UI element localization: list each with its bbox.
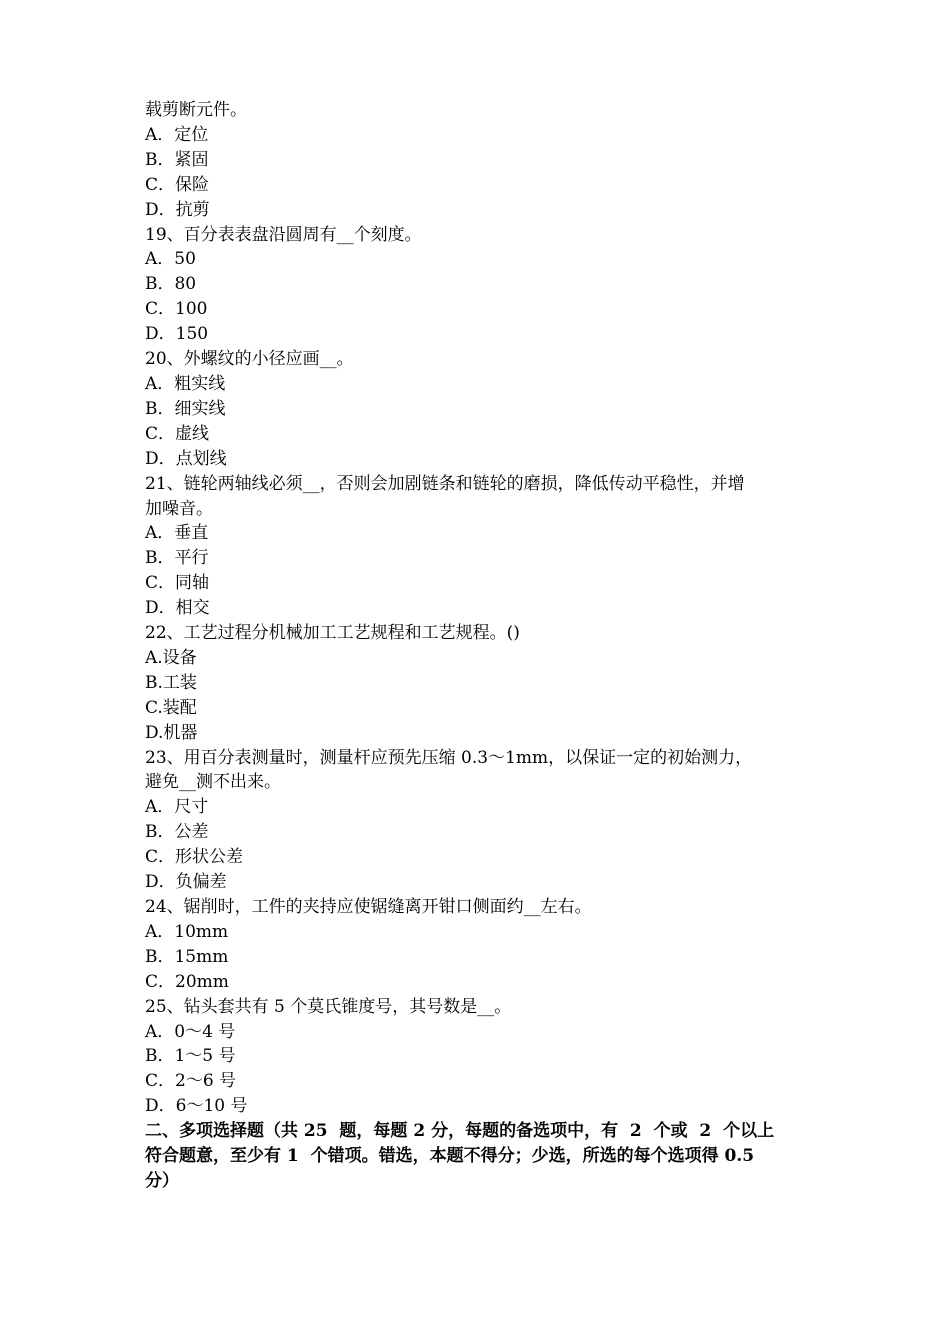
text-line: 加噪音。 (145, 498, 213, 519)
text-line: 25、钻头套共有 5 个莫氏锥度号，其号数是__。 (145, 996, 512, 1017)
text-line: 23、用百分表测量时，测量杆应预先压缩 0.3～1mm，以保证一定的初始测力， (145, 747, 753, 768)
text-line: B.工装 (145, 672, 197, 693)
section-heading-line: 二、多项选择题（共 25 题，每题 2 分，每题的备选项中，有 2 个或 2 个以上 (145, 1121, 775, 1142)
text-line: D．150 (145, 324, 209, 345)
text-line: 20、外螺纹的小径应画__。 (145, 349, 354, 370)
text-line: C．保险 (145, 174, 210, 195)
document-page (145, 98, 820, 1194)
text-line: 21、链轮两轴线必须__，否则会加剧链条和链轮的磨损，降低传动平稳性，并增 (145, 473, 745, 494)
text-line: C．2～6 号 (145, 1071, 237, 1092)
text-line: 24、锯削时，工件的夹持应使锯缝离开钳口侧面约__左右。 (145, 897, 592, 917)
section-heading-line: 符合题意，至少有 1 个错项。错选，本题不得分；少选，所选的每个选项得 0.5 (145, 1146, 755, 1167)
text-line: 19、百分表表盘沿圆周有__个刻度。 (145, 224, 422, 245)
text-line: 避免__测不出来。 (145, 772, 281, 793)
text-line: B．80 (145, 274, 197, 295)
text-line: D．6～10 号 (145, 1096, 248, 1117)
text-line: B．公差 (145, 822, 209, 843)
text-line: A．0～4 号 (145, 1021, 236, 1042)
text-line: C．形状公差 (145, 847, 244, 868)
text-line: A．50 (145, 249, 196, 270)
text-line: A．粗实线 (145, 373, 226, 394)
text-line: C.装配 (145, 697, 197, 718)
text-line: C．虚线 (145, 423, 210, 444)
text-line: A．尺寸 (145, 797, 209, 818)
text-line: C．20mm (145, 971, 229, 992)
text-line: B．细实线 (145, 398, 226, 419)
section-heading-line: 分） (145, 1170, 179, 1191)
section-heading (145, 1119, 820, 1194)
text-line: 22、工艺过程分机械加工工艺规程和工艺规程。() (145, 623, 520, 644)
text-line: D．抗剪 (145, 199, 210, 220)
text-line: B．1～5 号 (145, 1046, 236, 1067)
text-line: A.设备 (145, 647, 197, 668)
text-line: B．15mm (145, 946, 229, 967)
text-line: C．同轴 (145, 573, 210, 594)
text-line: A．定位 (145, 124, 209, 145)
question-list (145, 98, 820, 1119)
text-line: D．点划线 (145, 448, 227, 469)
text-line: D．负偏差 (145, 872, 227, 893)
text-line: D．相交 (145, 598, 210, 619)
text-line: A．垂直 (145, 523, 209, 544)
text-line: C．100 (145, 299, 208, 320)
text-line: B．平行 (145, 548, 209, 569)
text-line: 载剪断元件。 (145, 100, 247, 120)
text-line: B．紧固 (145, 149, 209, 170)
text-line: D.机器 (145, 722, 198, 743)
text-line: A．10mm (145, 921, 229, 942)
